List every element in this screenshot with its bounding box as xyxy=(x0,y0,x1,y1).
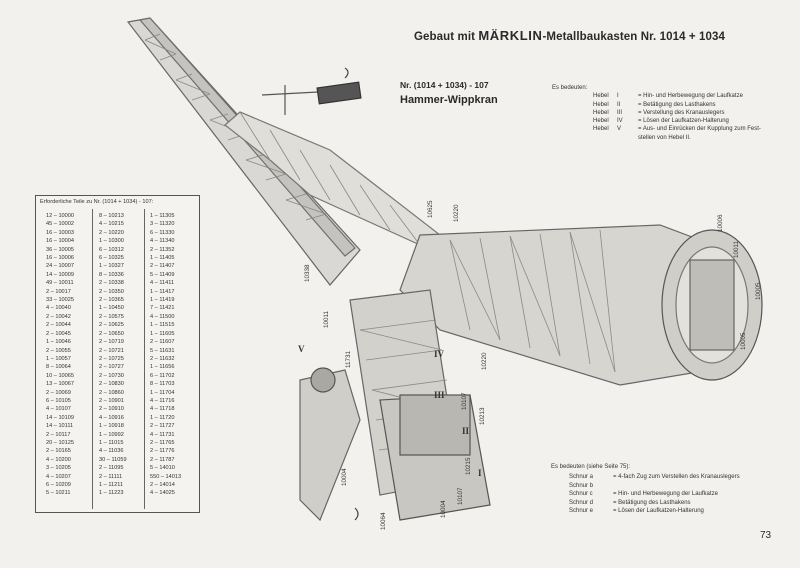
lever-number: II xyxy=(617,101,621,108)
part-entry: 16 – 10003 xyxy=(46,229,74,236)
part-entry: 2 – 10350 xyxy=(99,288,124,295)
lever-description: = Hin- und Herbewegung der Laufkatze xyxy=(638,93,743,100)
part-entry: 1 – 11305 xyxy=(150,213,175,219)
part-entry: 4 – 11716 xyxy=(150,397,175,404)
part-entry: 2 – 11352 xyxy=(150,246,175,253)
part-entry: 16 – 10004 xyxy=(46,238,74,245)
part-entry: 2 – 11776 xyxy=(150,448,175,455)
lever-number: I xyxy=(617,93,619,100)
part-entry: 6 – 10209 xyxy=(46,482,71,488)
part-number-callout: 10625 xyxy=(427,200,434,218)
part-entry: 8 – 10336 xyxy=(99,271,124,278)
part-entry: 2 – 10860 xyxy=(99,389,124,396)
lever-legend-title: Es bedeuten: xyxy=(552,85,588,91)
lever-number: III xyxy=(617,109,623,116)
lever-number: V xyxy=(617,126,622,133)
part-entry: 14 – 10109 xyxy=(46,414,74,421)
part-entry: 2 – 10719 xyxy=(99,339,124,346)
part-entry: 550 – 14013 xyxy=(150,473,182,480)
part-entry: 1 – 10300 xyxy=(99,238,124,245)
part-entry: 2 – 10220 xyxy=(99,229,124,236)
part-entry: 1 – 11605 xyxy=(150,330,175,337)
part-entry: 1 – 10918 xyxy=(99,423,124,430)
part-entry: 2 – 10045 xyxy=(46,330,71,337)
part-entry: 5 – 14010 xyxy=(150,465,175,472)
part-entry: 2 – 10830 xyxy=(99,381,124,388)
part-entry: 4 – 11340 xyxy=(150,238,175,245)
part-entry: 4 – 10207 xyxy=(46,473,71,480)
part-entry: 4 – 10107 xyxy=(46,406,71,413)
part-entry: 4 – 10200 xyxy=(46,456,71,463)
part-entry: 24 – 10007 xyxy=(46,263,74,270)
part-entry: 49 – 10011 xyxy=(46,280,74,287)
part-entry: 6 – 10325 xyxy=(99,255,124,262)
part-entry: 4 – 14025 xyxy=(150,490,175,497)
part-number-callout: 11731 xyxy=(345,350,352,368)
part-entry: 6 – 10312 xyxy=(99,246,124,253)
string-legend-row xyxy=(569,473,740,481)
lever-description: = Betätigung des Lasthakens xyxy=(638,101,716,108)
part-entry: 2 – 11095 xyxy=(99,465,124,472)
model-name: Hammer-Wippkran xyxy=(400,94,498,106)
string-description: = Betätigung des Lasthakens xyxy=(613,499,691,506)
brand-logo: MÄRKLIN xyxy=(478,28,543,43)
lever-callout: III xyxy=(434,390,445,400)
string-description: = Hin- und Herbewegung der Laufkatze xyxy=(613,491,718,498)
lever-description: = Lösen der Laufkatzen-Halterung xyxy=(638,118,729,125)
part-entry: 6 – 10105 xyxy=(46,397,71,404)
part-number-callout: 10006 xyxy=(717,214,724,232)
part-entry: 45 – 10002 xyxy=(46,221,74,228)
part-entry: 2 – 10165 xyxy=(46,448,71,455)
lever-callout: II xyxy=(462,426,470,436)
string-key: Schnur e xyxy=(569,508,594,515)
part-entry: 2 – 10575 xyxy=(99,313,124,320)
part-entry: 2 – 10910 xyxy=(99,406,124,413)
part-number-callout: 10107 xyxy=(461,392,468,410)
part-entry: 2 – 11407 xyxy=(150,263,175,270)
part-entry: 2 – 10055 xyxy=(46,347,71,354)
part-entry: 1 – 11656 xyxy=(150,364,175,371)
part-entry: 2 – 11111 xyxy=(99,473,123,480)
part-entry: 12 – 10000 xyxy=(46,213,74,219)
part-entry: 4 – 11500 xyxy=(150,313,175,320)
parts-table-title: Erforderliche Teile zu Nr. (1014 + 1034) - 107: xyxy=(40,199,154,205)
string-key: Schnur d xyxy=(569,499,594,506)
part-entry: 5 – 11631 xyxy=(150,347,175,354)
part-entry: 5 – 11409 xyxy=(150,271,175,278)
part-entry: 2 – 11607 xyxy=(150,339,175,346)
part-entry: 2 – 11632 xyxy=(150,355,175,362)
part-entry: 3 – 10205 xyxy=(46,465,71,472)
part-number-callout: 10004 xyxy=(440,500,447,518)
part-entry: 2 – 10650 xyxy=(99,330,124,337)
part-entry: 6 – 11702 xyxy=(150,372,175,379)
part-number-callout: 10011 xyxy=(323,310,330,328)
part-entry: 30 – 11059 xyxy=(99,456,127,463)
model-number: Nr. (1014 + 1034) - 107 xyxy=(400,80,489,90)
part-entry: 4 – 11731 xyxy=(150,431,175,438)
part-entry: 1 – 10046 xyxy=(46,339,71,346)
part-number-callout: 10064 xyxy=(380,512,387,530)
part-entry: 1 – 11015 xyxy=(99,439,124,446)
part-entry: 4 – 11718 xyxy=(150,406,175,413)
part-entry: 1 – 11405 xyxy=(150,255,175,262)
part-number-callout: 10011 xyxy=(733,240,740,258)
lever-callout: V xyxy=(298,344,305,354)
part-entry: 2 – 11765 xyxy=(150,439,175,446)
part-entry: 7 – 11421 xyxy=(150,305,175,312)
part-entry: 1 – 10327 xyxy=(99,263,124,270)
part-entry: 1 – 11515 xyxy=(150,322,175,329)
part-entry: 33 – 10025 xyxy=(46,297,74,304)
string-description: = 4-fach Zug zum Verstellen des Kranauslegers xyxy=(613,474,740,481)
header-prefix: Gebaut mit xyxy=(414,31,476,43)
part-entry: 5 – 10211 xyxy=(46,490,71,497)
part-number-callout: 10004 xyxy=(341,468,348,486)
part-entry: 8 – 11703 xyxy=(150,381,175,388)
part-number-callout: 10213 xyxy=(479,407,486,425)
part-entry: 2 – 10044 xyxy=(46,322,71,329)
part-entry: 1 – 11704 xyxy=(150,389,175,396)
crane-structure xyxy=(128,18,762,520)
part-entry: 36 – 10005 xyxy=(46,246,74,253)
part-number-callout: 10005 xyxy=(755,282,762,300)
part-entry: 1 – 10057 xyxy=(46,355,71,362)
part-number-callout: 10220 xyxy=(481,352,488,370)
lever-description: = Verstellung des Kranauslegers xyxy=(638,109,725,116)
string-legend-row xyxy=(569,482,740,490)
part-entry: 2 – 11787 xyxy=(150,456,175,463)
string-key: Schnur b xyxy=(569,482,594,489)
part-entry: 2 – 10725 xyxy=(99,355,124,362)
lever-key: Hebel xyxy=(593,118,609,125)
page-number: 73 xyxy=(760,530,772,541)
part-entry: 6 – 11330 xyxy=(150,229,175,236)
part-entry: 1 – 11720 xyxy=(150,414,175,421)
part-entry: 1 – 10450 xyxy=(99,305,124,312)
part-entry: 4 – 11411 xyxy=(150,280,175,287)
part-entry: 2 – 10730 xyxy=(99,372,124,379)
string-legend-title: Es bedeuten (siehe Seite 75): xyxy=(551,464,631,470)
part-entry: 8 – 10213 xyxy=(99,213,124,219)
part-entry: 13 – 10067 xyxy=(46,381,74,388)
lever-key: Hebel xyxy=(593,109,609,116)
string-legend-row xyxy=(569,499,740,507)
part-entry: 4 – 10215 xyxy=(99,221,124,228)
part-entry: 2 – 10338 xyxy=(99,280,124,287)
string-legend xyxy=(551,463,740,515)
part-entry: 4 – 11036 xyxy=(99,448,124,455)
part-entry: 4 – 10040 xyxy=(46,305,71,312)
part-entry: 1 – 10992 xyxy=(99,431,124,438)
part-entry: 1 – 11211 xyxy=(99,482,124,488)
part-entry: 2 – 10901 xyxy=(99,397,124,404)
part-entry: 2 – 10721 xyxy=(99,347,124,354)
lever-description: = Aus- und Einrücken der Kupplung zum Fest- xyxy=(638,126,761,133)
part-entry: 14 – 10009 xyxy=(46,271,74,278)
part-number-callout: 10215 xyxy=(465,457,472,475)
part-entry: 2 – 14014 xyxy=(150,482,175,488)
part-entry: 2 – 10042 xyxy=(46,313,71,320)
string-legend-row xyxy=(569,490,740,498)
part-entry: 1 – 11419 xyxy=(150,297,175,304)
part-entry: 1 – 11417 xyxy=(150,288,175,295)
lever-callout: IV xyxy=(434,349,445,359)
lever-number: IV xyxy=(617,118,623,125)
string-description: = Lösen der Laufkatzen-Halterung xyxy=(613,508,704,515)
lever-key: Hebel xyxy=(593,126,609,133)
part-number-callout: 10338 xyxy=(304,264,311,282)
part-entry: 2 – 10069 xyxy=(46,389,71,396)
part-number-callout: 10220 xyxy=(453,204,460,222)
part-entry: 2 – 10017 xyxy=(46,288,71,295)
part-entry: 20 – 10125 xyxy=(46,439,74,446)
lever-key: Hebel xyxy=(593,101,609,108)
part-number-callout: 10107 xyxy=(457,487,464,505)
header-suffix: -Metallbaukasten Nr. 1014 + 1034 xyxy=(542,31,726,43)
part-entry: 14 – 10111 xyxy=(46,423,74,430)
part-entry: 16 – 10006 xyxy=(46,255,74,262)
lever-legend-continuation: stellen von Hebel II. xyxy=(638,134,691,141)
part-entry: 2 – 11727 xyxy=(150,423,175,430)
part-entry: 2 – 10365 xyxy=(99,297,124,304)
part-entry: 2 – 10727 xyxy=(99,364,124,371)
part-number-callout: 10005 xyxy=(740,332,747,350)
part-entry: 8 – 10064 xyxy=(46,364,71,371)
lever-callout: I xyxy=(478,468,482,478)
part-entry: 10 – 10065 xyxy=(46,372,74,379)
part-entry: 1 – 11223 xyxy=(99,490,124,497)
string-key: Schnur a xyxy=(569,474,594,481)
lever-key: Hebel xyxy=(593,93,609,100)
part-entry: 2 – 10625 xyxy=(99,322,124,329)
part-entry: 2 – 10117 xyxy=(46,431,71,438)
string-legend-row xyxy=(569,507,740,515)
string-key: Schnur c xyxy=(569,491,593,498)
part-entry: 4 – 10916 xyxy=(99,414,124,421)
part-entry: 3 – 11320 xyxy=(150,221,175,228)
